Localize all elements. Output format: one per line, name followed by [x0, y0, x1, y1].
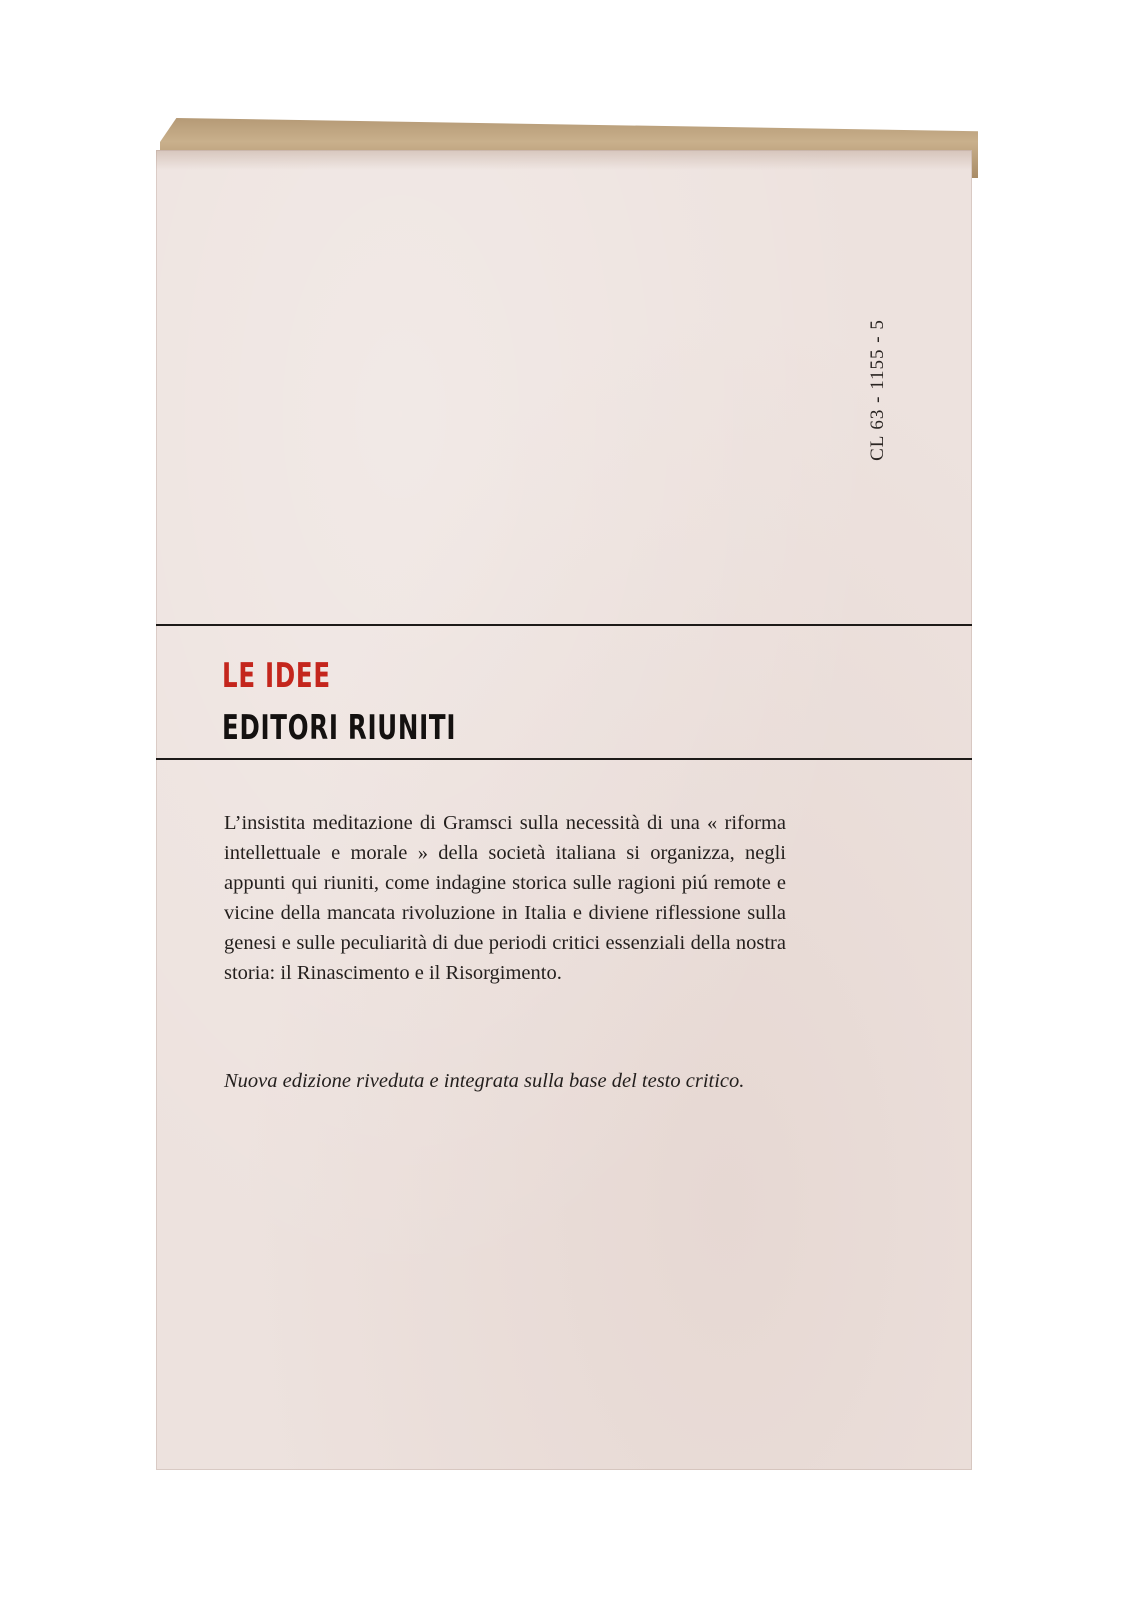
series-title: LE IDEE [222, 656, 331, 696]
edition-note: Nuova edizione riveduta e integrata sulla base del testo critico. [224, 1070, 745, 1092]
bottom-divider [156, 758, 972, 760]
cover-top-shade [156, 150, 972, 170]
top-divider [156, 624, 972, 626]
publisher-name: EDITORI RIUNITI [222, 708, 457, 748]
catalog-code-text: CL 63 - 1155 - 5 [867, 319, 888, 461]
back-cover [156, 150, 972, 1470]
blurb-paragraph: L’insistita meditazione di Gramsci sulla necessità di una « riforma intellettuale e morale » della società italiana si organizza, negli appunti qui riuniti, come indagine storica sulle ragioni piú remote e vicine della mancata rivoluzione in Italia e diviene riflessione sulla genesi e sulle peculiarità di due periodi critici essenziali della nostra storia: il Rinascimento e il Risorgimento. [224, 812, 786, 984]
catalog-code [864, 240, 892, 540]
